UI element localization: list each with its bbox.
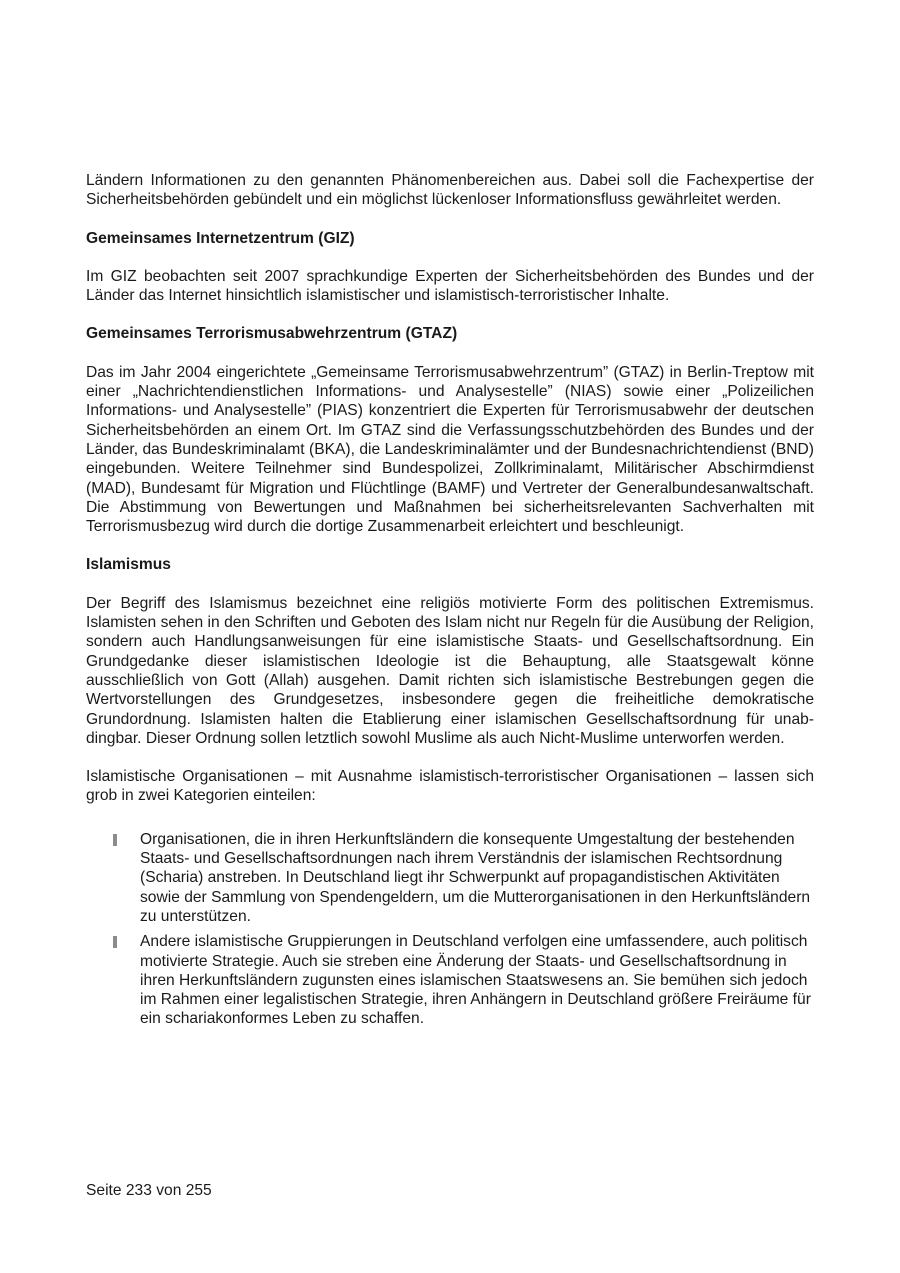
organisationen-paragraph: Islamistische Organisationen – mit Ausnahme islamistisch-terroristischer Organisationen – lassen sich grob in zwei Kategorien einteilen: — [86, 768, 814, 805]
gtaz-heading: Gemeinsames Terrorismusabwehrzentrum (GTAZ) — [86, 325, 458, 343]
list-item — [86, 932, 814, 1028]
gtaz-paragraph: Das im Jahr 2004 eingerichtete „Gemeinsame Terrorismusabwehrzentrum” (GTAZ) in Berlin-Treptow mit einer „Nachrichtendienstlichen Informations- und Analysestelle” (NIAS) sowie einer „Polizeilichen Informations- und Analysestelle” (PIAS) konzentriert die Experten für Terrorismusabwehr der deutschen Sicherheitsbehörden an einem Ort. Im GTAZ sind die Verfassungsschutzbehörden des Bundes und der Länder, das Bundeskriminalamt (BKA), die Landeskriminalämter und der Bundesnachrichtendienst (BND) eingebunden. Weitere Teilnehmer sind Bundespolizei, Zollkriminalamt, Militärischer Abschirmdienst (MAD), Bundesamt für Migration und Flüchtlinge (BAMF) und Vertreter der Generalbundesanwaltschaft. Die Abstimmung von Bewertungen und Maßnahmen bei sicherheitsrelevanten Sachverhalten mit Terrorismusbezug wird durch die dortige Zusammenarbeit erleichtert und beschleunigt. — [86, 363, 814, 536]
list-item — [86, 830, 814, 926]
islamismus-heading: Islamismus — [86, 556, 171, 574]
islamismus-paragraph: Der Begriff des Islamismus bezeichnet eine religiös motivierte Form des politischen Extremismus. Islamisten sehen in den Schriften und Geboten des Islam nicht nur Regeln für die Ausübung der Religion, sondern auch Handlungsanweisungen für eine islamistische Staats- und Gesellschaftsordnung. Ein Grundgedanke dieser islamistischen Ideologie ist die Behauptung, alle Staatsgewalt könne ausschließlich von Gott (Allah) ausgehen. Damit richten sich islamistische Bestrebungen gegen die Wertvorstellungen des Grundgesetzes, insbesondere gegen die freiheitliche demokratische Grundordnung. Islamisten halten die Etablierung einer islamischen Gesellschaftsordnung für unabdingbar. Dieser Ordnung sollen letztlich sowohl Muslime als auch Nicht-Muslime unterworfen werden. — [86, 594, 814, 747]
list-item-text: Andere islamistische Gruppierungen in Deutschland verfolgen eine umfassendere, auch politisch motivierte Strategie. Auch sie streben eine Änderung der Staats- und Gesellschaftsordnung in ihren Herkunftsländern zugunsten eines islamischen Staatswesens an. Sie bemühen sich jedoch im Rahmen einer legalistischen Strategie, ihren Anhängern in Deutschland größere Freiräume für ein schariakonformes Leben zu schaffen. — [140, 933, 811, 1028]
page-number: Seite 233 von 255 — [86, 1182, 212, 1199]
list-item-text: Organisationen, die in ihren Herkunftsländern die konsequente Umgestaltung der bestehenden Staats- und Gesellschaftsordnungen nach ihrem Verständnis der islamischen Rechtsordnung (Scharia) anstreben. In Deutschland liegt ihr Schwerpunkt auf propagandistischen Aktivitäten sowie der Sammlung von Spendengeldern, um die Mutterorganisationen in den Herkunftsländern zu unterstützen. — [140, 830, 811, 925]
intro-paragraph: Ländern Informationen zu den genannten Phänomenbereichen aus. Dabei soll die Fachexpertise der Sicherheitsbehörden gebündelt und ein möglichst lückenloser Informationsfluss gewährleitet werden. — [86, 172, 814, 209]
giz-heading: Gemeinsames Internetzentrum (GIZ) — [86, 229, 355, 247]
giz-paragraph: Im GIZ beobachten seit 2007 sprachkundige Experten der Sicherheitsbehörden des Bundes und der Länder das Internet hinsichtlich islamistischer und islamistisch-terroristischer Inhalte. — [86, 267, 814, 305]
category-list — [86, 830, 814, 1029]
bullet-marker-icon — [113, 936, 117, 948]
bullet-marker-icon — [113, 834, 117, 846]
document-body — [86, 171, 814, 1035]
